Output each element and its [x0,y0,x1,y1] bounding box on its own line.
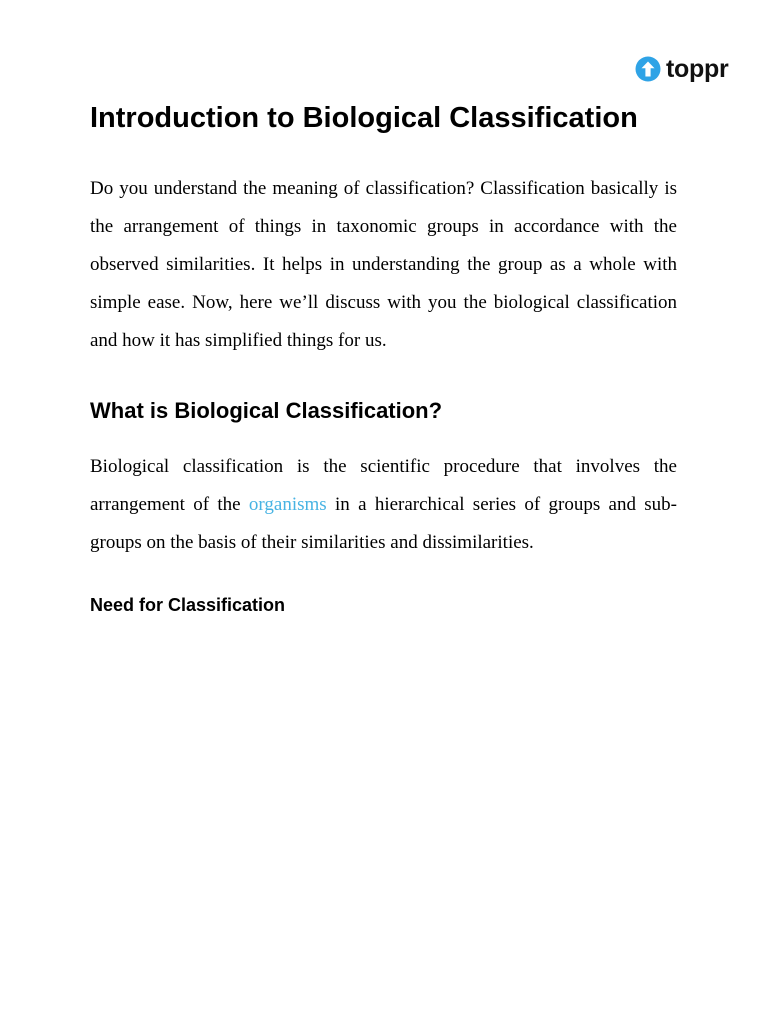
page-title: Introduction to Biological Classification [90,102,638,134]
document-body [90,97,677,617]
intro-paragraph: Do you understand the meaning of classification? Classification basically is the arrangement of things in taxonomic groups in accordance with the observed similarities. It helps in understanding the group as a whole with simple ease. Now, here we’ll discuss with you the biological classification and how it has simplified things for us. [90,178,677,351]
definition-text-before: Biological classification is the scientific procedure that involves the arrangement of the [90,456,677,515]
definition-text-after: in a hierarchical series of groups and sub-groups on the basis of their similarities and dissimilarities. [90,494,677,553]
brand-name: toppr [666,55,729,83]
organisms-link[interactable]: organisms [248,494,327,515]
section-heading: What is Biological Classification? [90,398,443,423]
arrow-up-circle-icon [635,56,661,82]
sub-heading: Need for Classification [90,595,286,615]
definition-paragraph [90,448,677,562]
toppr-logo[interactable] [635,55,728,83]
